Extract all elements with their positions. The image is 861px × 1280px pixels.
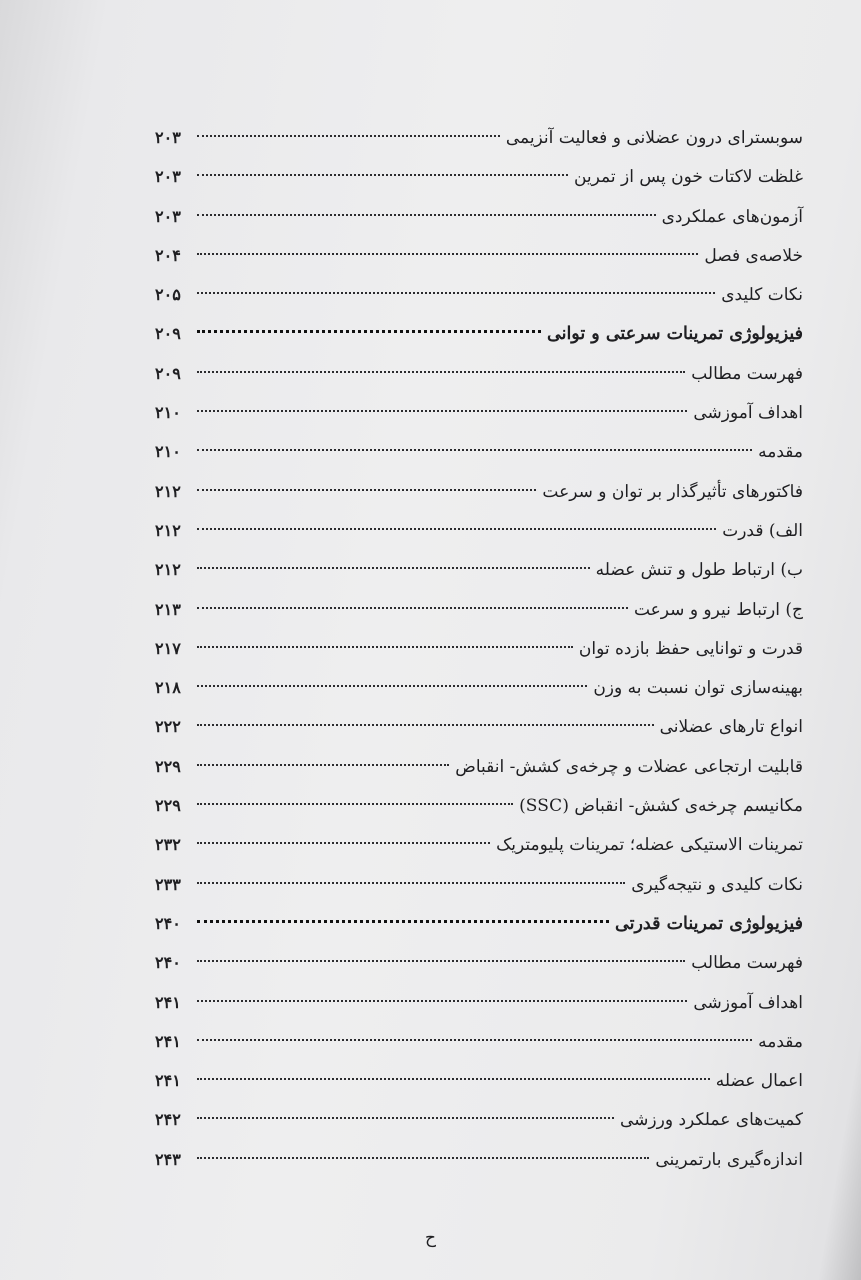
toc-entry-title: سوبسترای درون عضلانی و فعالیت آنزیمی [505,128,803,148]
dot-leader [197,882,625,884]
dot-leader [197,920,609,923]
toc-entry-title: مقدمه [758,1031,803,1052]
toc-entry [155,236,803,275]
toc-entry-title: مقدمه [758,442,803,463]
toc-page-number: ۲۰۹ [155,324,181,344]
toc-entry [155,432,803,471]
toc-entry [155,825,803,864]
toc-page-number: ۲۰۴ [155,245,181,265]
toc-entry-title: مکانیسم چرخه‌ی کشش- انقباض (SSC) [519,796,803,817]
toc-page-number: ۲۱۷ [155,638,181,658]
toc-entry-title: فهرست مطالب [691,953,803,974]
toc-entry-title: تمرینات الاستیکی عضله؛ تمرینات پلیومتریک [496,835,803,856]
toc-page-number: ۲۴۰ [155,913,181,933]
toc-page-number: ۲۱۸ [155,678,181,698]
dot-leader [197,489,536,491]
toc-entry-title: فیزیولوژی تمرینات قدرتی [615,913,803,934]
dot-leader [197,607,628,609]
toc-page-number: ۲۲۲ [155,717,181,737]
toc-entry [155,1100,803,1139]
toc-entry-title: کمیت‌های عملکرد ورزشی [620,1110,803,1131]
toc-entry-title: غلظت لاکتات خون پس از تمرین [573,167,803,188]
toc-entry-title: ب) ارتباط طول و تنش عضله [595,560,803,581]
toc-page-number: ۲۰۳ [155,167,181,187]
toc-entry-title: قابلیت ارتجاعی عضلات و چرخه‌ی کشش- انقباض [455,756,803,777]
dot-leader [197,960,685,962]
toc-entry-title: فیزیولوژی تمرینات سرعتی و توانی [546,324,803,345]
table-of-contents [155,118,803,1179]
dot-leader [197,330,541,333]
toc-page-number: ۲۴۰ [155,953,181,973]
toc-page-number: ۲۴۳ [155,1149,181,1169]
toc-entry [155,1061,803,1100]
toc-page-number: ۲۱۲ [155,560,181,580]
toc-entry [155,354,803,393]
toc-chapter-heading [155,904,803,943]
dot-leader [197,253,698,255]
toc-entry [155,393,803,432]
toc-entry-title: خلاصه‌ی فصل [704,245,803,266]
toc-entry [155,118,803,157]
toc-entry-title: ج) ارتباط نیرو و سرعت [633,599,803,620]
dot-leader [197,764,449,766]
toc-page-number: ۲۳۳ [155,874,181,894]
dot-leader [197,371,685,373]
toc-entry [155,668,803,707]
dot-leader [197,842,490,844]
toc-entry-title: اعمال عضله [715,1071,803,1092]
toc-chapter-heading [155,314,803,353]
page-folio: ح [425,1228,436,1248]
toc-entry-title: فهرست مطالب [691,363,803,384]
toc-page-number: ۲۴۱ [155,1031,181,1051]
toc-entry [155,590,803,629]
toc-entry [155,707,803,746]
toc-page-number: ۲۱۲ [155,520,181,540]
dot-leader [197,410,687,412]
toc-entry [155,983,803,1022]
dot-leader [197,803,513,805]
dot-leader [197,567,590,569]
dot-leader [197,1039,752,1041]
dot-leader [197,449,752,451]
toc-page-number: ۲۰۹ [155,363,181,383]
dot-leader [197,528,716,530]
toc-entry-title: اندازه‌گیری بارتمرینی [655,1149,803,1170]
dot-leader [197,685,587,687]
dot-leader [197,135,500,137]
toc-page-number: ۲۴۲ [155,1110,181,1130]
toc-entry-title: قدرت و توانایی حفظ بازده توان [578,638,803,659]
dot-leader [197,174,568,176]
toc-entry [155,629,803,668]
toc-entry [155,472,803,511]
toc-entry [155,865,803,904]
dot-leader [197,292,715,294]
toc-page-number: ۲۲۹ [155,796,181,816]
toc-page-number: ۲۱۰ [155,442,181,462]
toc-entry [155,943,803,982]
toc-page-number: ۲۴۱ [155,1071,181,1091]
toc-entry [155,550,803,589]
toc-entry-title: آزمون‌های عملکردی [661,206,803,227]
toc-page-number: ۲۰۳ [155,206,181,226]
dot-leader [197,646,573,648]
toc-entry [155,157,803,196]
dot-leader [197,724,654,726]
toc-entry-title: الف) قدرت [722,520,803,541]
toc-page-number: ۲۳۲ [155,835,181,855]
dot-leader [197,214,656,216]
dot-leader [197,1117,614,1119]
toc-page-number: ۲۰۵ [155,285,181,305]
toc-page-number: ۲۴۱ [155,992,181,1012]
toc-entry-title: اهداف آموزشی [693,403,803,424]
toc-page-number: ۲۱۲ [155,481,181,501]
toc-entry [155,275,803,314]
toc-page-number: ۲۲۹ [155,756,181,776]
dot-leader [197,1078,710,1080]
toc-entry [155,511,803,550]
toc-entry-title: بهینه‌سازی توان نسبت به وزن [593,678,803,699]
toc-page-number: ۲۰۳ [155,128,181,147]
toc-entry [155,747,803,786]
toc-entry [155,1140,803,1179]
toc-entry [155,1022,803,1061]
toc-entry [155,786,803,825]
toc-entry-title: فاکتورهای تأثیرگذار بر توان و سرعت [542,481,803,502]
dot-leader [197,1000,687,1002]
toc-entry [155,197,803,236]
toc-entry-title: انواع تارهای عضلانی [659,717,803,738]
toc-page-number: ۲۱۰ [155,403,181,423]
toc-entry-title: اهداف آموزشی [693,992,803,1013]
dot-leader [197,1157,649,1159]
toc-entry-title: نکات کلیدی [721,285,803,306]
toc-page-number: ۲۱۳ [155,599,181,619]
toc-entry-title: نکات کلیدی و نتیجه‌گیری [631,874,803,895]
